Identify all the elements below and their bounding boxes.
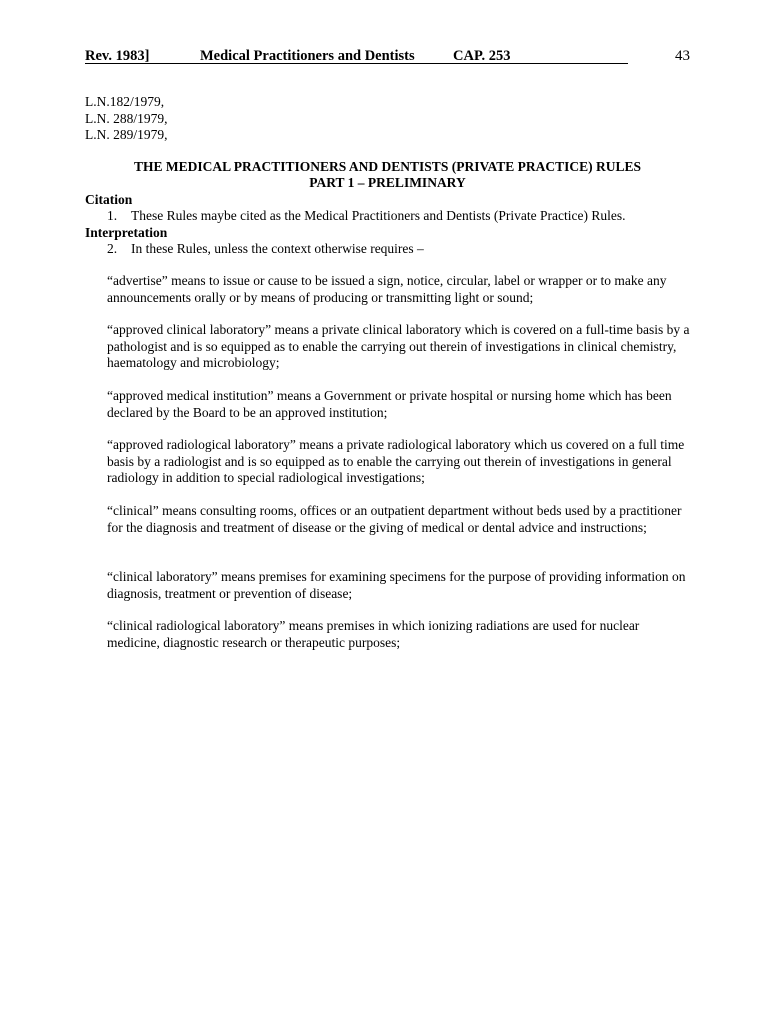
legal-notice-references xyxy=(85,94,168,144)
header-act-title: Medical Practitioners and Dentists xyxy=(200,48,415,64)
rule-text: These Rules maybe cited as the Medical Practitioners and Dentists (Private Practice) Rules. xyxy=(131,208,626,223)
interpretation-heading: Interpretation xyxy=(85,225,168,240)
definition-clinical-laboratory: “clinical laboratory” means premises for examining specimens for the purpose of providing information on diagnosis, treatment or prevention of disease; xyxy=(107,569,686,601)
rule-text: In these Rules, unless the context otherwise requires – xyxy=(131,241,424,256)
citation-heading: Citation xyxy=(85,192,133,207)
citation-rule xyxy=(107,208,625,224)
part-title: PART 1 – PRELIMINARY xyxy=(309,175,466,190)
definition-clinical-radiological-laboratory: “clinical radiological laboratory” means premises in which ionizing radiations are used for nuclear medicine, diagnostic research or therapeutic purposes; xyxy=(107,618,640,650)
definition-approved-clinical-laboratory: “approved clinical laboratory” means a private clinical laboratory which is covered on a full-time basis by a pathologist and is so equipped as to enable the carrying out therein of investigations in clinical chemistry, haematology and microbiology; xyxy=(107,322,690,370)
rule-number: 1. xyxy=(107,208,118,223)
legal-notice: L.N.182/1979, xyxy=(85,94,165,109)
definition-advertise: “advertise” means to issue or cause to be issued a sign, notice, circular, label or wrapper or to make any announcements orally or by means of producing or transmitting light or sound; xyxy=(107,273,667,305)
header-revision: Rev. 1983] xyxy=(85,48,150,64)
header-chapter: CAP. 253 xyxy=(453,48,511,64)
legal-notice: L.N. 289/1979, xyxy=(85,127,168,142)
header-underline xyxy=(85,63,628,64)
rule-number: 2. xyxy=(107,241,118,256)
legal-notice: L.N. 288/1979, xyxy=(85,110,168,126)
definition-approved-medical-institution: “approved medical institution” means a Government or private hospital or nursing home which has been declared by the Board to be an approved institution; xyxy=(107,388,672,420)
definition-approved-radiological-laboratory: “approved radiological laboratory” means a private radiological laboratory which us covered on a full time basis by a radiologist and is so equipped as to enable the carrying out therein of investigations in general radiology in addition to special radiological investigations; xyxy=(107,437,685,485)
interpretation-rule xyxy=(107,241,424,257)
page-number: 43 xyxy=(675,48,690,64)
definition-clinical: “clinical” means consulting rooms, offices or an outpatient department without beds used by a practitioner for the diagnosis and treatment of disease or the giving of medical or dental advice and instructions; xyxy=(107,503,682,535)
rules-title: THE MEDICAL PRACTITIONERS AND DENTISTS (PRIVATE PRACTICE) RULES xyxy=(134,159,641,174)
